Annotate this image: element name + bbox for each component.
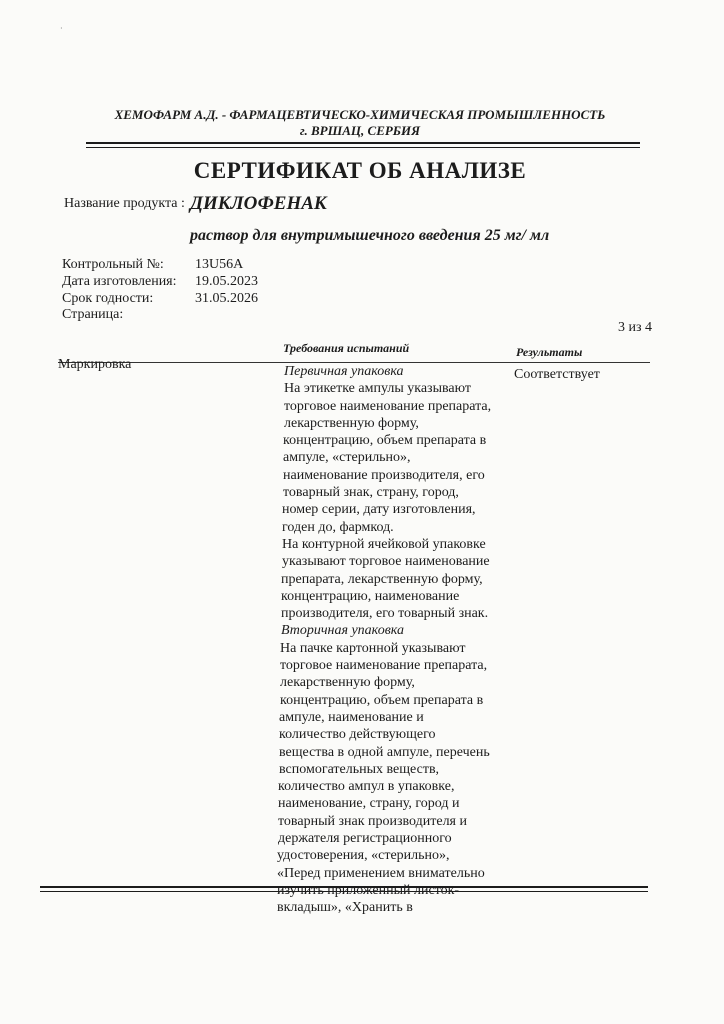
requirement-line: товарный знак производителя и <box>278 813 467 829</box>
requirement-line: препарата, лекарственную форму, <box>281 571 483 587</box>
requirement-line: ампуле, наименование и <box>279 709 424 725</box>
row-label-marking: Маркировка <box>58 357 132 372</box>
requirement-line: Вторичная упаковка <box>281 623 404 639</box>
requirement-line: количество действующего <box>279 727 436 743</box>
control-number-value: 13U56A <box>195 257 244 272</box>
control-number-label: Контрольный №: <box>62 257 164 272</box>
footer-rule-thick <box>40 886 648 888</box>
manufacture-date-value: 19.05.2023 <box>195 274 258 289</box>
requirement-line: производителя, его товарный знак. <box>281 606 489 622</box>
result-value: Соответствует <box>514 367 600 382</box>
company-line-1: ХЕМОФАРМ А.Д. - ФАРМАЦЕВТИЧЕСКО-ХИМИЧЕСКАЯ ПРОМЫШЛЕННОСТЬ <box>114 107 606 122</box>
requirement-line: концентрацию, наименование <box>281 588 460 604</box>
company-line-2: г. ВРШАЦ, СЕРБИЯ <box>299 123 421 138</box>
requirement-line: концентрацию, объем препарата в <box>280 692 484 708</box>
requirement-line: изучить приложенный листок- <box>277 882 460 898</box>
requirement-line: держателя регистрационного <box>278 831 452 847</box>
scan-speck: · <box>60 24 63 33</box>
page-number: 3 из 4 <box>618 320 653 335</box>
requirement-line: вещества в одной ампуле, перечень <box>279 744 490 760</box>
manufacture-date-label: Дата изготовления: <box>62 274 177 289</box>
requirement-line: указывают торговое наименование <box>282 554 490 570</box>
requirement-line: вкладыш», «Хранить в <box>277 900 413 916</box>
requirement-line: торговое наименование препарата, <box>280 658 488 674</box>
requirement-line: На этикетке ампулы указывают <box>284 381 472 397</box>
column-header-results: Результаты <box>516 345 583 359</box>
expiry-date-label: Срок годности: <box>62 291 154 306</box>
requirement-line: На пачке картонной указывают <box>280 640 466 656</box>
requirement-line: наименование производителя, его <box>283 467 485 483</box>
expiry-date-value: 31.05.2026 <box>195 291 258 306</box>
requirement-line: На контурной ячейковой упаковке <box>282 536 486 552</box>
requirement-line: количество ампул в упаковке, <box>278 779 455 795</box>
company-header <box>40 107 680 139</box>
header-rule-thick <box>86 142 640 144</box>
requirement-line: лекарственную форму, <box>280 675 415 691</box>
column-header-requirements: Требования испытаний <box>283 341 410 355</box>
page-label: Страница: <box>62 307 124 322</box>
requirement-line: «Перед применением внимательно <box>277 865 485 881</box>
requirement-line: товарный знак, страну, город, <box>283 485 459 501</box>
requirements-text <box>276 363 511 917</box>
product-label: Название продукта : <box>64 196 185 211</box>
requirement-line: вспомогательных веществ, <box>279 761 440 777</box>
requirement-line: удостоверения, «стерильно», <box>277 848 450 864</box>
product-name: ДИКЛОФЕНАК <box>190 193 327 214</box>
requirement-line: номер серии, дату изготовления, <box>282 502 476 518</box>
requirement-line: концентрацию, объем препарата в <box>283 433 487 449</box>
footer-rule-thin <box>40 891 648 892</box>
document-title: СЕРТИФИКАТ ОБ АНАЛИЗЕ <box>193 158 527 183</box>
requirement-line: ампуле, «стерильно», <box>283 450 411 466</box>
requirement-line: Первичная упаковка <box>284 364 404 379</box>
product-subtitle: раствор для внутримышечного введения 25 мг/ мл <box>190 227 550 244</box>
header-rule-thin <box>86 147 640 148</box>
requirement-line: лекарственную форму, <box>284 415 419 431</box>
requirement-line: годен до, фармкод. <box>282 519 394 535</box>
requirement-line: торговое наименование препарата, <box>284 398 492 414</box>
requirement-line: наименование, страну, город и <box>278 796 460 812</box>
